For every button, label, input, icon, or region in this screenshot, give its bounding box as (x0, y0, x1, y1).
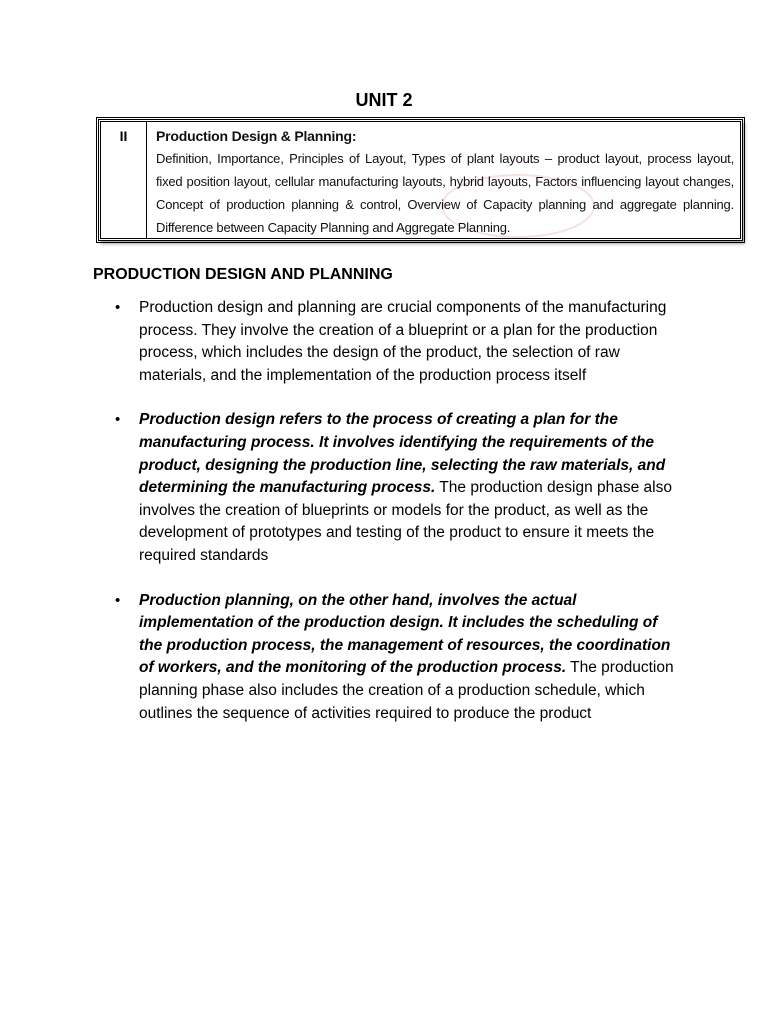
bullet-icon: • (115, 299, 121, 316)
list-item-text: The production design phase also involves the creation of blueprints or models for the product, as well as the development of prototypes and testing of the product to ensure it meets the required standards (139, 479, 672, 564)
list-item-text: Production design and planning are crucial components of the manufacturing process. They involve the creation of a blueprint or a plan for the production process, which includes the design of the product, the selection of raw materials, and the implementation of the production process itself (139, 299, 667, 384)
syllabus-body: Definition, Importance, Principles of Layout, Types of plant layouts – product layout, process layout, fixed position layout, cellular manufacturing layouts, hybrid layouts, Factors influencing layout changes, Concept of production planning & control, Overview of Capacity planning and aggregate planning. Difference between Capacity Planning and Aggregate Planning. (156, 151, 734, 235)
bullet-icon: • (115, 411, 121, 429)
syllabus-heading: Production Design & Planning: (156, 128, 357, 144)
list-item (93, 409, 683, 567)
list-item (93, 590, 683, 726)
syllabus-table (98, 119, 743, 241)
bullet-icon: • (115, 591, 121, 609)
bullet-list (93, 297, 683, 747)
section-heading: PRODUCTION DESIGN AND PLANNING (93, 266, 393, 283)
list-item-emphasis: Production design refers to the process of creating a plan for the manufacturing process. It involves identifying the requirements of the product, designing the production line, selecting the raw materials, and determining the manufacturing process. (139, 411, 666, 497)
syllabus-unit-number: II (101, 122, 147, 238)
syllabus-content (156, 127, 734, 239)
list-item-emphasis: Production planning, on the other hand, involves the actual implementation of the production design. It includes the scheduling of the production process, the management of resources, the coordination of workers, and the monitoring of the production process. (139, 591, 671, 677)
unit-title: UNIT 2 (355, 90, 413, 110)
list-item-text: The production planning phase also includes the creation of a production schedule, which outlines the sequence of activities required to produce the product (139, 659, 674, 722)
list-item (93, 297, 683, 387)
